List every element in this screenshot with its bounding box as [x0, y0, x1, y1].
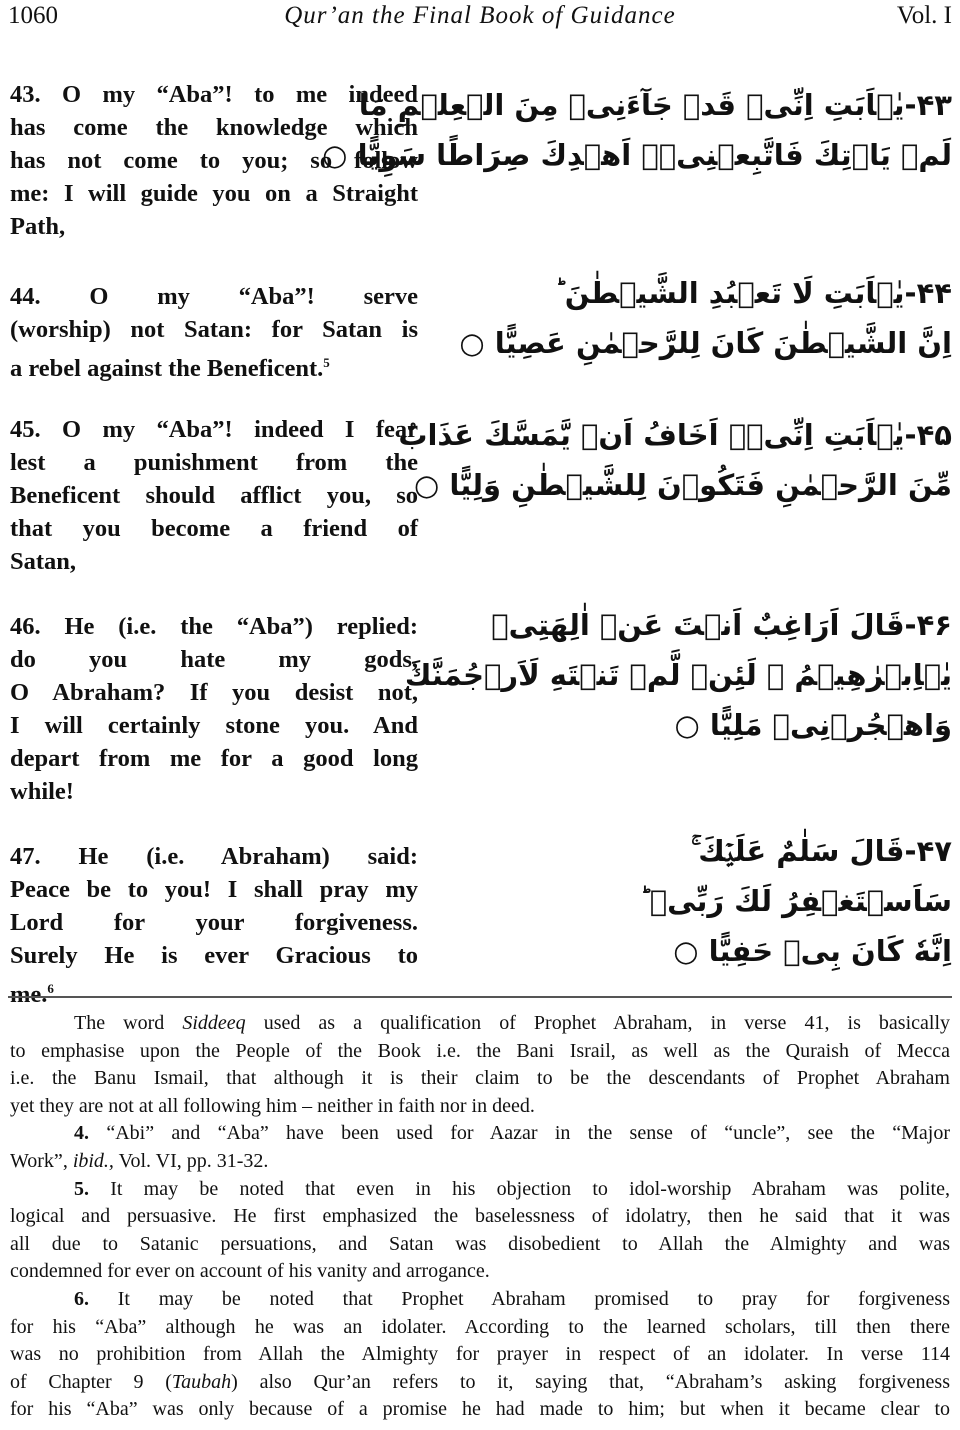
translation-line: 44. O my “Aba”! serve: [10, 283, 418, 310]
translation-line: do you hate my gods,: [10, 646, 418, 673]
footnote-number: 5.: [74, 1177, 89, 1200]
translation-line: I will certainly stone you. And: [10, 712, 418, 739]
translation-line: that you become a friend of: [10, 515, 418, 542]
book-title: Qur’an the Final Book of Guidance: [284, 2, 676, 29]
arabic-line: مِّنَ الرَّحۡمٰنِ فَتَكُوۡنَ لِلشَّيۡطٰنِ وَلِيًّا ○: [413, 468, 952, 502]
volume-label: Vol. I: [896, 2, 952, 29]
verse-46-translation: [10, 610, 418, 808]
footnote-line: 6. It may be noted that Prophet Abraham promised to pray for forgiveness: [74, 1287, 950, 1310]
arabic-line: وَاهۡجُرۡنِىۡ مَلِيًّا ○: [674, 708, 952, 742]
translation-line: 45. O my “Aba”! indeed I fear: [10, 416, 418, 443]
translation-line: a rebel against the Beneficent.$^5$: [10, 355, 330, 383]
translation-line: Path,: [10, 213, 66, 240]
verse-47-arabic: [440, 826, 952, 976]
footnote-line: was no prohibition from Allah the Almighty for prayer in respect of an idolater. In verse 114: [10, 1343, 950, 1366]
translation-line: O Abraham? If you desist not,: [10, 679, 418, 706]
arabic-line: اِنَّهٗ كَانَ بِىۡ حَفِيًّا ○: [673, 934, 952, 968]
footnote-line: to emphasise upon the People of the Book i.e. the Bani Israil, as well as the Quraish of Mecca: [10, 1039, 950, 1062]
translation-line: Beneficent should afflict you, so: [10, 482, 418, 509]
translation-line: (worship) not Satan: for Satan is: [10, 316, 418, 343]
translation-line: 46. He (i.e. the “Aba”) replied:: [10, 613, 418, 640]
arabic-line: ۴۴-يٰۤاَبَتِ لَا تَعۡبُدِ الشَّيۡطٰنَ ؕ: [554, 276, 952, 310]
footnote-ref: 5: [323, 355, 330, 370]
arabic-line: ۴۵-يٰۤاَبَتِ اِنِّىۡۤ اَخَافُ اَنۡ يَّمَسَّكَ عَذَابٌ: [398, 418, 952, 452]
footnote-line: logical and persuasive. He first emphasized the baselessness of idolatry, then he said that it was: [10, 1205, 950, 1228]
footnote-line: yet they are not at all following him – neither in faith nor in deed.: [10, 1094, 535, 1117]
translation-line: Peace be to you! I shall pray my: [10, 876, 418, 903]
footnote-line: 4. “Abi” and “Aba” have been used for Aazar in the sense of “uncle”, see the “Major: [74, 1122, 950, 1145]
footnote-line: of Chapter 9 (Taubah) also Qur’an refers to it, saying that, “Abraham’s asking forgiveness: [10, 1370, 950, 1393]
verse-47-translation: [10, 840, 418, 1009]
page-number: 1060: [8, 2, 58, 29]
page-header: [8, 2, 952, 34]
verse-45-translation: [10, 413, 418, 578]
footnote-line: Work”, ibid., Vol. VI, pp. 31-32.: [10, 1149, 269, 1172]
translation-line: while!: [10, 778, 74, 805]
verse-43-arabic: [322, 80, 952, 180]
footnote-line: for his “Aba” although he was an idolater. According to the learned scholars, till then there: [10, 1315, 950, 1338]
translation-line: has not come to you; so follow: [10, 147, 418, 174]
footnote-line: for his “Aba” was only because of a promise he had made to him; but when it became clear to: [10, 1398, 950, 1421]
translation-line: has come the knowledge which: [10, 114, 418, 141]
footnote-line: The word Siddeeq used as a qualification of Prophet Abraham, in verse 41, is basically: [74, 1012, 951, 1034]
arabic-line: سَاَسۡتَغۡفِرُ لَكَ رَبِّىۡ ؕ: [639, 884, 952, 918]
verse-46-arabic: [404, 600, 952, 750]
translation-line: me.$^6$: [10, 981, 54, 1009]
arabic-line: ۴۳-يٰۤاَبَتِ اِنِّىۡ قَدۡ جَآءَنِىۡ مِنَ الۡعِلۡمِ مَا: [358, 88, 952, 122]
translation-line: 47. He (i.e. Abraham) said:: [10, 843, 418, 870]
arabic-line: اِنَّ الشَّيۡطٰنَ كَانَ لِلرَّحۡمٰنِ عَصِيًّا ○: [459, 326, 952, 360]
translation-line: depart from me for a good long: [10, 745, 418, 772]
arabic-line: يٰۤاِبۡرٰهِيۡمُ ۚ لَئِنۡ لَّمۡ تَنۡتَهِ لَاَرۡجُمَنَّكَ: [404, 658, 952, 692]
footnote-line: all due to Satanic persuations, and Satan was disobedient to Allah the Almighty and was: [10, 1232, 950, 1255]
translation-line: 43. O my “Aba”! to me indeed: [10, 81, 418, 108]
footnote-number: 6.: [74, 1287, 89, 1310]
footnote-number: 4.: [74, 1122, 89, 1145]
arabic-line: ۴۷-قَالَ سَلٰمٌ عَلَيۡكَ ۚ: [691, 834, 952, 868]
translation-line: Lord for your forgiveness.: [10, 909, 418, 936]
footnotes-section: [10, 1010, 950, 1424]
translation-line: Surely He is ever Gracious to: [10, 942, 418, 969]
verse-45-arabic: [398, 410, 952, 510]
translation-line: lest a punishment from the: [10, 449, 418, 476]
translation-line: Satan,: [10, 548, 77, 575]
arabic-line: ۴۶-قَالَ اَرَاغِبٌ اَنۡتَ عَنۡ اٰلِهَتِىۡ: [491, 608, 952, 642]
footnote-line: condemned for ever on account of his vanity and arrogance.: [10, 1260, 490, 1283]
footnote-divider: [8, 996, 952, 998]
footnote-ref: 6: [47, 981, 54, 996]
footnote-line: i.e. the Banu Ismail, that although it is their claim to be the descendants of Prophet Abraham: [10, 1067, 950, 1090]
translation-line: me: I will guide you on a Straight: [10, 180, 418, 207]
arabic-line: لَمۡ يَاۡتِكَ فَاتَّبِعۡنِىۡۤ اَهۡدِكَ صِرَاطًا سَوِيًّا ○: [322, 138, 952, 172]
footnote-line: 5. It may be noted that even in his objection to idol-worship Abraham was polite,: [74, 1177, 950, 1200]
verse-44-translation: [10, 280, 418, 383]
verse-44-arabic: [440, 268, 952, 368]
